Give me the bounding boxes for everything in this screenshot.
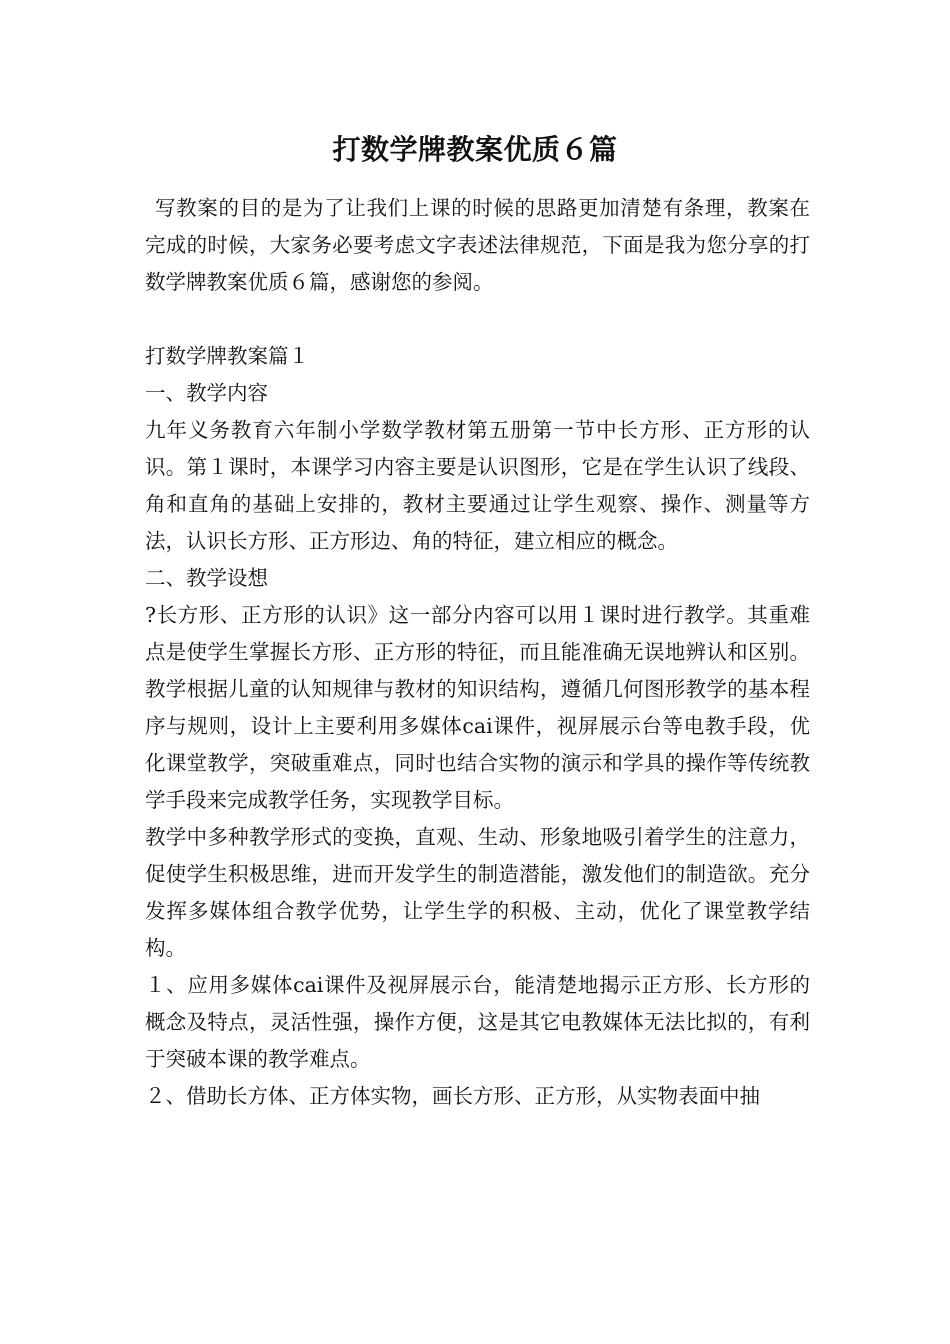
list-item: ２、借助长方体、正方体实物，画长方形、正方形，从实物表面中抽	[145, 1084, 760, 1108]
intro-paragraph: 写教案的目的是为了让我们上课的时候的思路更加清楚有条理，教案在完成的时候，大家务必要考虑文字表述法律规范，下面是我为您分享的打数学牌教案优质６篇，感谢您的参阅。	[145, 196, 810, 294]
paragraph: 教学中多种教学形式的变换，直观、生动、形象地吸引着学生的注意力，促使学生积极思维，进而开发学生的制造潜能，激发他们的制造欲。充分发挥多媒体组合教学优势，让学生学的积极、主动，优化了课堂教学结构。	[145, 825, 810, 960]
document-body	[145, 190, 810, 1115]
subheading-teaching-content: 一、教学内容	[145, 381, 268, 405]
section-heading: 打数学牌教案篇１	[145, 344, 309, 368]
paragraph: ?长方形、正方形的认识》这一部分内容可以用１课时进行教学。其重难点是使学生掌握长方形、正方形的特征，而且能准确无误地辨认和区别。教学根据儿童的认知规律与教材的知识结构，遵循几何图形教学的基本程序与规则，设计上主要利用多媒体cai课件，视屏展示台等电教手段，优化课堂教学，突破重难点，同时也结合实物的演示和学具的操作等传统教学手段来完成教学任务，实现教学目标。	[145, 603, 810, 812]
list-item: １、应用多媒体cai课件及视屏展示台，能清楚地揭示正方形、长方形的概念及特点，灵活性强，操作方便，这是其它电教媒体无法比拟的，有利于突破本课的教学难点。	[145, 973, 810, 1071]
document-title: 打数学牌教案优质６篇	[332, 133, 618, 166]
paragraph: 九年义务教育六年制小学数学教材第五册第一节中长方形、正方形的认识。第１课时，本课学习内容主要是认识图形，它是在学生认识了线段、角和直角的基础上安排的，教材主要通过让学生观察、操作、测量等方法，认识长方形、正方形边、角的特征，建立相应的概念。	[145, 418, 810, 553]
paragraph-spacer	[145, 301, 810, 338]
subheading-teaching-design: 二、教学设想	[145, 566, 268, 590]
